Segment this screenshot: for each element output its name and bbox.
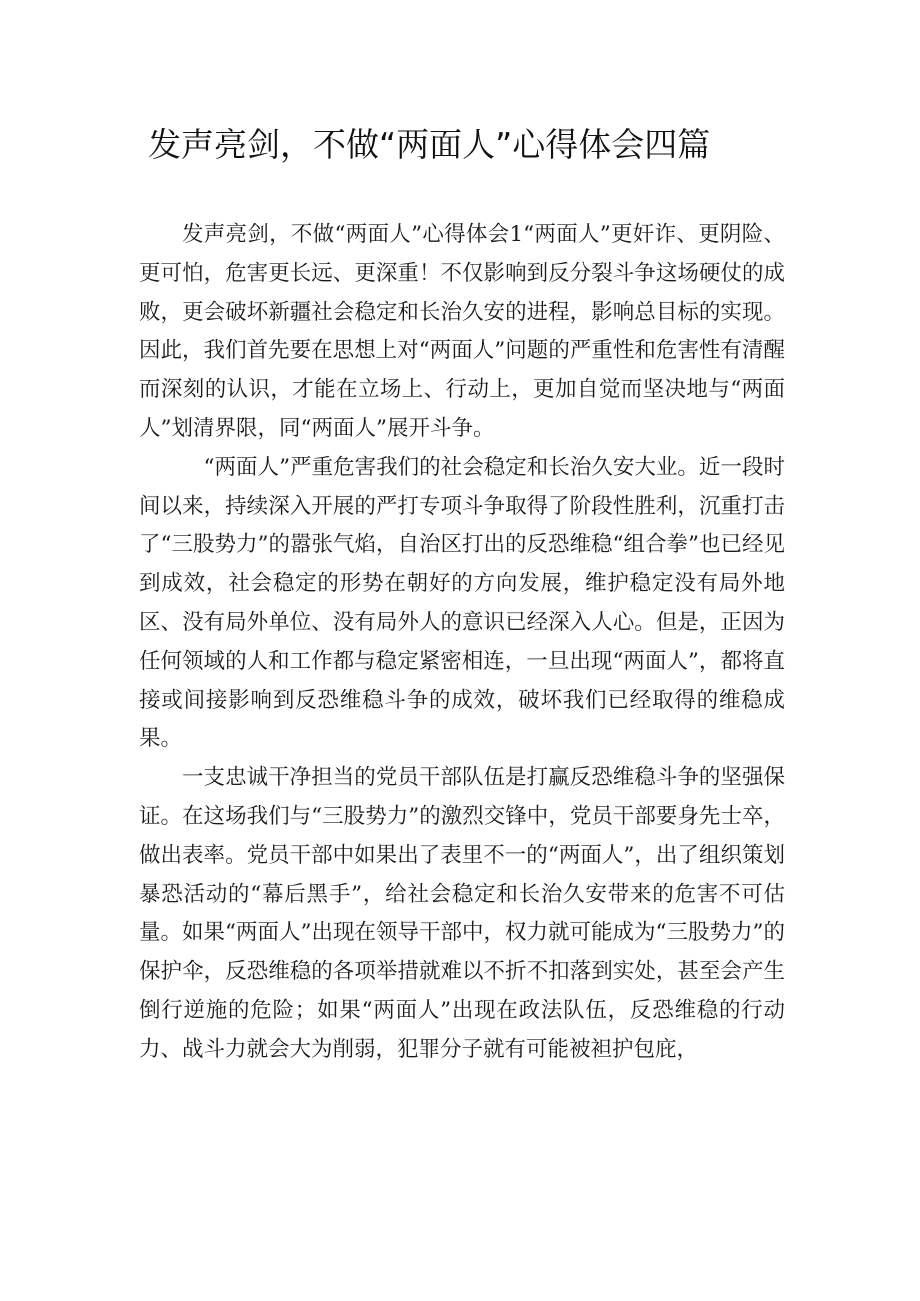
document-body <box>139 216 785 1070</box>
paragraph-2: “两面人”严重危害我们的社会稳定和长治久安大业。近一段时间以来，持续深入开展的严打专项斗争取得了阶段性胜利，沉重打击了“三股势力”的嚣张气焰，自治区打出的反恐维稳“组合拳”也已经见到成效，社会稳定的形势在朝好的方向发展，维护稳定没有局外地区、没有局外单位、没有局外人的意识已经深入人心。但是，正因为任何领域的人和工作都与稳定紧密相连，一旦出现“两面人”，都将直接或间接影响到反恐维稳斗争的成效，破坏我们已经取得的维稳成果。 <box>139 454 785 752</box>
document-title: 发声亮剑，不做“两面人”心得体会四篇 <box>148 125 711 164</box>
paragraph-1: 发声亮剑，不做“两面人”心得体会1“两面人”更奸诈、更阴险、更可怕，危害更长远、更深重！不仅影响到反分裂斗争这场硬仗的成败，更会破坏新疆社会稳定和长治久安的进程，影响总目标的实现。因此，我们首先要在思想上对“两面人”问题的严重性和危害性有清醒而深刻的认识，才能在立场上、行动上，更加自觉而坚决地与“两面人”划清界限，同“两面人”展开斗争。 <box>139 222 785 441</box>
paragraph-3: 一支忠诚干净担当的党员干部队伍是打赢反恐维稳斗争的坚强保证。在这场我们与“三股势力”的激烈交锋中，党员干部要身先士卒，做出表率。党员干部中如果出了表里不一的“两面人”，出了组织策划暴恐活动的“幕后黑手”，给社会稳定和长治久安带来的危害不可估量。如果“两面人”出现在领导干部中，权力就可能成为“三股势力”的保护伞，反恐维稳的各项举措就难以不折不扣落到实处，甚至会产生倒行逆施的危险；如果“两面人”出现在政法队伍，反恐维稳的行动力、战斗力就会大为削弱，犯罪分子就有可能被袒护包庇， <box>139 765 785 1062</box>
